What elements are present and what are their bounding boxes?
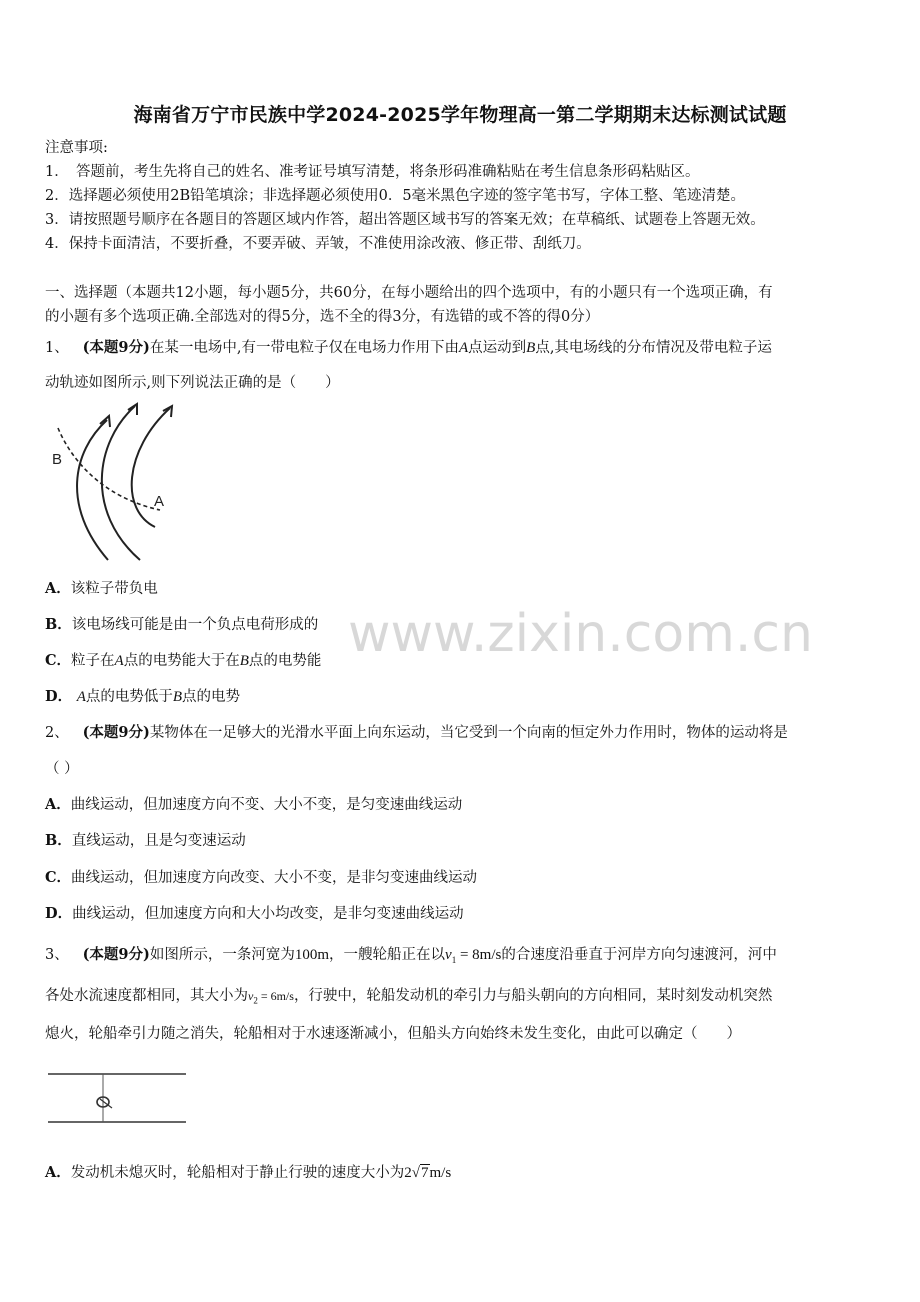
q2-stem bbox=[45, 723, 880, 743]
q1-stem-b: 点运动到 bbox=[468, 340, 527, 356]
q2-option-c-label: C． bbox=[45, 869, 72, 886]
watermark: www.zixin.com.cn bbox=[348, 604, 813, 664]
q1-stem-line2: 动轨迹如图所示,则下列说法正确的是（ ） bbox=[45, 375, 340, 391]
q3-v1-symbol: v bbox=[445, 947, 452, 963]
q1-option-c-text-c: 点的电势能 bbox=[248, 653, 322, 669]
notice-item-3: 3．请按照题号顺序在各题目的答题区域内作答，超出答题区域书写的答案无效；在草稿纸、试题卷上答题无效。 bbox=[45, 212, 765, 228]
q2-stem-line2: （ ） bbox=[45, 761, 79, 777]
q1-option-a bbox=[45, 579, 880, 599]
q1-number: 1、 bbox=[45, 340, 69, 356]
q1-option-b-label: B． bbox=[45, 616, 72, 633]
q1-option-c-text-a: 粒子在 bbox=[71, 653, 115, 669]
q3-stem bbox=[45, 945, 880, 970]
q3-stem-a: 如图所示，一条河宽为 bbox=[149, 947, 295, 963]
q3-option-a-value bbox=[404, 1165, 451, 1181]
q3-stem-line3: 熄火，轮船牵引力随之消失，轮船相对于水速逐渐减小，但船头方向始终未发生变化，由此可以确定（ ） bbox=[45, 1026, 741, 1042]
sqrt-sign: √7 bbox=[411, 1165, 429, 1181]
q1-option-a-text: 该粒子带负电 bbox=[70, 581, 158, 597]
q2-option-a-text: 曲线运动，但加速度方向不变、大小不变，是匀变速曲线运动 bbox=[70, 797, 463, 813]
q3-river-figure bbox=[46, 1066, 190, 1128]
q3-option-a-unit: m/s bbox=[429, 1165, 452, 1181]
q3-option-a bbox=[45, 1163, 880, 1183]
q3-v1-subscript: 1 bbox=[451, 955, 457, 965]
q1-option-c-text-b: 点的电势能大于在 bbox=[123, 653, 240, 669]
q1-option-c-point-b: B bbox=[239, 653, 249, 669]
q1-stem bbox=[45, 338, 880, 358]
q3-v1 bbox=[445, 947, 501, 963]
q1-stem-c: 点,其电场线的分布情况及带电粒子运 bbox=[535, 340, 772, 356]
notice-item-4: 4．保持卡面清洁，不要折叠，不要弄破、弄皱，不准使用涂改液、修正带、刮纸刀。 bbox=[45, 236, 591, 252]
q2-number: 2、 bbox=[45, 725, 69, 741]
q2-option-d-label: D． bbox=[45, 905, 73, 922]
q2-option-b bbox=[45, 831, 880, 851]
q3-option-a-text: 发动机未熄灭时，轮船相对于静止行驶的速度大小为 bbox=[70, 1165, 405, 1181]
fig-label-b: B bbox=[52, 451, 63, 468]
q1-option-d-text-b: 点的电势 bbox=[182, 689, 241, 705]
q1-field-line-figure bbox=[40, 402, 180, 564]
q1-option-d-label: D． bbox=[45, 688, 73, 705]
q2-option-d-text: 曲线运动，但加速度方向和大小均改变，是非匀变速曲线运动 bbox=[72, 906, 464, 922]
q3-line2-b: ，行驶中，轮船发动机的牵引力与船头朝向的方向相同，某时刻发动机突然 bbox=[293, 988, 773, 1004]
q3-v2-symbol: v bbox=[248, 989, 254, 1003]
q2-option-b-text: 直线运动，且是匀变速运动 bbox=[71, 833, 246, 849]
q2-option-c-text: 曲线运动，但加速度方向改变、大小不变，是非匀变速曲线运动 bbox=[71, 870, 478, 886]
q1-option-c-point-a: A bbox=[114, 653, 124, 669]
q3-option-a-label: A． bbox=[45, 1164, 71, 1181]
q3-option-a-coef: 2 bbox=[404, 1165, 412, 1181]
fig-label-a: A bbox=[154, 493, 165, 510]
q1-point-b: B bbox=[526, 340, 536, 356]
q3-stem-b: ，一艘轮船正在以 bbox=[329, 947, 446, 963]
q1-option-d bbox=[45, 687, 880, 707]
q3-river-width: 100m bbox=[294, 947, 330, 963]
q2-score: (本题9分) bbox=[82, 724, 150, 741]
q2-option-a-label: A． bbox=[45, 796, 71, 813]
q3-line2-a: 各处水流速度都相同，其大小为 bbox=[45, 988, 248, 1004]
notice-item-1: 1． 答题前，考生先将自己的姓名、准考证号填写清楚，将条形码准确粘贴在考生信息条形码粘贴区。 bbox=[45, 164, 700, 180]
q1-option-d-point-b: B bbox=[172, 689, 183, 705]
q1-option-c-label: C． bbox=[45, 652, 72, 669]
q1-option-d-point-a: A bbox=[76, 689, 86, 705]
q3-stem-c: 的合速度沿垂直于河岸方向匀速渡河，河中 bbox=[501, 947, 777, 963]
q3-v2 bbox=[248, 989, 294, 1006]
q1-stem-a: 在某一电场中,有一带电粒子仅在电场力作用下由 bbox=[149, 340, 459, 356]
q3-v2-value: = 6m/s bbox=[257, 989, 294, 1003]
q3-v1-value: = 8m/s bbox=[456, 947, 502, 963]
q1-option-b-text: 该电场线可能是由一个负点电荷形成的 bbox=[71, 617, 319, 633]
exam-title: 海南省万宁市民族中学2024-2025学年物理高一第二学期期末达标测试试题 bbox=[133, 104, 787, 126]
section-header-line1: 一、选择题（本题共12小题，每小题5分，共60分，在每小题给出的四个选项中，有的小题只有一个选项正确，有 bbox=[45, 285, 773, 301]
q3-number: 3、 bbox=[45, 947, 69, 963]
section-header-line2: 的小题有多个选项正确.全部选对的得5分，选不全的得3分，有选错的或不答的得0分） bbox=[45, 309, 600, 325]
q2-option-c bbox=[45, 868, 880, 888]
q3-score: (本题9分) bbox=[82, 946, 150, 963]
q1-option-d-text-a: 点的电势低于 bbox=[85, 689, 173, 705]
notice-item-2: 2．选择题必须使用2B铅笔填涂；非选择题必须使用0．5毫米黑色字迹的签字笔书写，字体工整、笔迹清楚。 bbox=[45, 188, 746, 204]
q2-option-b-label: B． bbox=[45, 832, 72, 849]
q1-score: (本题9分) bbox=[82, 339, 150, 356]
q2-option-d bbox=[45, 904, 880, 924]
q2-option-a bbox=[45, 795, 880, 815]
q3-v2-subscript: 2 bbox=[253, 995, 258, 1006]
q1-point-a: A bbox=[458, 340, 469, 356]
q3-option-a-radicand: 7 bbox=[421, 1165, 429, 1181]
q2-stem-text: 某物体在一足够大的光滑水平面上向东运动，当它受到一个向南的恒定外力作用时，物体的运动将是 bbox=[149, 725, 788, 741]
q1-option-a-label: A． bbox=[45, 580, 71, 597]
q3-stem-line2 bbox=[45, 986, 880, 1010]
notice-heading: 注意事项: bbox=[45, 140, 108, 156]
